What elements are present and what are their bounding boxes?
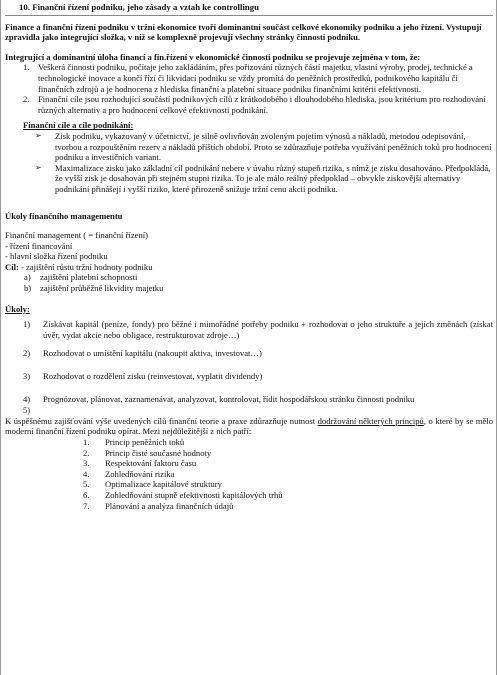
list-text: Optimalizace kapitálové struktury bbox=[105, 479, 222, 490]
list-text: zajištění platební schopnosti bbox=[40, 272, 138, 283]
page-title: 10. Finanční řízení podniku, jeho zásady a vztah ke controllingu bbox=[5, 2, 493, 16]
list-letter: a) bbox=[24, 272, 31, 283]
list-text: Princip čisté současné hodnoty bbox=[105, 447, 212, 458]
list-item bbox=[83, 479, 493, 490]
list-text: Veškerá činnosti podniku, počítaje jeho zakládáním, přes pořizování různých částí majetku, vlastní výroby, prodej, technické a technologické inovace a končí řízí či likvidací podniku se vždy promítá do peněžních prostředků, podnikového kapitálu či finančních zdrojů a je hodnocena z hlediska finanční a platební situace podniku finančními kritérii efektivnosti. bbox=[38, 62, 473, 94]
list-item bbox=[5, 405, 493, 416]
list-number: 2) bbox=[23, 348, 31, 359]
intro-paragraph: Finance a finanční řízení podniku v tržní ekonomice tvoří dominantní součást celkové ekonomiky podniku a jeho řízení. Vystupují zpravidla jako integrující složka, v níž se komplexně projevují všechny stránky činnosti podniku. bbox=[5, 21, 482, 43]
list-text: Plánování a analýza finančních údajů bbox=[105, 500, 234, 511]
list-text: zajištění průběžné likvidity majetku bbox=[40, 283, 164, 294]
closing-post: , o které by se mělo moderní finanční řízení podniku opírat. Mezi nejdůležitější z nich patří: bbox=[5, 415, 493, 437]
list-number: 5) bbox=[23, 405, 31, 416]
fm-line: - řízení financování bbox=[5, 240, 73, 251]
list-item bbox=[24, 283, 493, 294]
fm-line: Finanční management ( = finanční řízení) bbox=[5, 230, 149, 241]
list-item bbox=[83, 458, 493, 469]
list-item bbox=[83, 448, 493, 459]
cil-label: Cíl: bbox=[5, 261, 19, 272]
list-item bbox=[5, 348, 493, 359]
list-number: 3. bbox=[83, 458, 90, 469]
tasks-heading: Úkoly finančního managementu bbox=[5, 210, 123, 221]
cil-sublist bbox=[5, 272, 493, 293]
list-number: 4) bbox=[23, 393, 31, 404]
arrow-bullet-icon: ➢ bbox=[35, 130, 42, 140]
list-number: 4. bbox=[83, 468, 90, 479]
list-item bbox=[5, 319, 493, 340]
list-text: Respektování faktoru času bbox=[105, 458, 197, 469]
list-text: Zohledňování stupně efektivnosti kapitálových trhů bbox=[105, 489, 283, 500]
list-number: 2. bbox=[23, 94, 30, 105]
list-number: 6. bbox=[83, 489, 90, 500]
list-number: 2. bbox=[83, 447, 90, 458]
closing-paragraph bbox=[5, 416, 493, 437]
list-number: 1. bbox=[83, 437, 90, 447]
list-number: 1) bbox=[23, 319, 31, 330]
arrow-bullet-icon: ➢ bbox=[35, 162, 42, 172]
closing-pre: K úspěšnému zajišťování výše uvedených cílů finanční teorie a praxe zdůrazňuje nutnost bbox=[5, 415, 318, 426]
list-text: Zisk podniku, vykazovaný v účetnictví, je silně ovlivňován zvoleným pojetím výnosů a nákladů, metodou odepisování, tvorbou a rozpouštěním rezerv a nákladů příštích období. Proto se zdůrazňuje potřeba využívání peněžních toků pro hodnocení podniku a investičních variant. bbox=[55, 130, 492, 163]
cil-text: - zajištění růstu tržní hodnoty podniku bbox=[18, 261, 153, 272]
list-item bbox=[5, 371, 493, 382]
list-item bbox=[23, 94, 493, 115]
list-item bbox=[83, 490, 493, 501]
list-text: Získávat kapitál (peníze, fondy) pro běžné i mimořádné potřeby podniku + rozhodovat o jeho struktuře a jejích změnách (získat úvěr, vydat akcie nebo obligace, restrukturovat zdroje…) bbox=[43, 319, 493, 340]
list-text: Zohledňování rizika bbox=[105, 468, 175, 479]
list-item bbox=[83, 501, 493, 512]
list-item bbox=[83, 437, 493, 448]
list-item bbox=[83, 469, 493, 480]
role-heading: Integrující a dominantní úloha financí a fin.řízení v ekonomické činnosti podniku se projevuje zejména v tom, že: bbox=[5, 51, 421, 62]
list-number: 5. bbox=[83, 479, 90, 490]
list-item bbox=[24, 272, 493, 283]
closing-underlined: dodržování některých principů bbox=[317, 415, 424, 426]
principles-list bbox=[5, 437, 493, 511]
goals-heading: Finanční cíle a cíle podnikání: bbox=[23, 120, 134, 131]
list-item bbox=[5, 163, 493, 195]
ukoly-heading: Úkoly: bbox=[5, 303, 30, 314]
list-text: Maximalizace zisku jako základní cíl podnikání nebere v úvahu různý stupeň rizika, s nímž je zisku dosahováno. Předpokládá, že vyšší zisk je dosahován při stejném stupni rizika. To je ale málo reálný předpoklad – obvykle ziskovější alternativy podnikání přinášejí i vyšší riziko, které přirozeně snižuje tržní cenu akcií podniku. bbox=[55, 162, 491, 194]
list-number: 7. bbox=[83, 500, 90, 511]
list-text: Prognózovat, plánovat, zaznamenávat, analyzovat, kontrolovat, řídit hospodářskou stránku činnosti podniku bbox=[43, 393, 415, 404]
list-letter: b) bbox=[24, 283, 32, 294]
list-text: Finanční cíle jsou rozhodující součástí podnikových cílů z krátkodobého i dlouhodobého hlediska, jsou kritérium pro rozhodování různých alternativ a pro hodnocení celkové efektivnosti podnikání. bbox=[38, 94, 486, 115]
role-list bbox=[5, 62, 493, 115]
list-text: Rozhodovat o umístění kapitálu (nakoupit aktiva, investovat…) bbox=[43, 348, 262, 359]
list-item bbox=[23, 62, 493, 94]
list-text: Rozhodovat o rozdělení zisku (reinvestovat, vyplatit dividendy) bbox=[43, 371, 263, 382]
list-text: Princip peněžních toků bbox=[105, 437, 185, 447]
ukoly-list bbox=[5, 319, 493, 416]
list-item bbox=[5, 394, 493, 405]
list-item bbox=[5, 131, 493, 163]
cil-line bbox=[5, 262, 493, 273]
list-number: 3) bbox=[23, 371, 31, 382]
list-number: 1. bbox=[23, 62, 30, 73]
fm-line: - hlavní složka řízení podniku bbox=[5, 251, 108, 262]
